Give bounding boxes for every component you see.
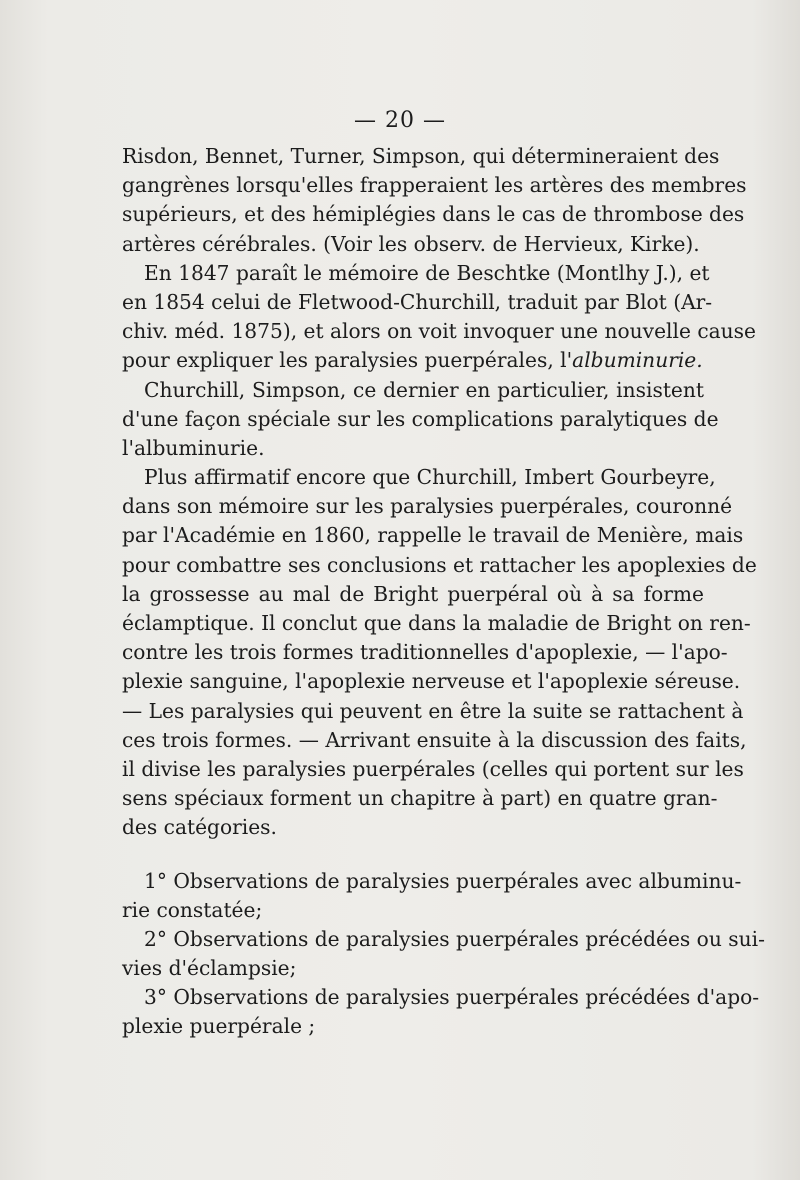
- text-line: gangrènes lorsqu'elles frapperaient les artères des membres: [122, 173, 747, 198]
- paragraph: [122, 259, 756, 376]
- text-line: Plus affirmatif encore que Churchill, Imbert Gourbeyre,: [144, 465, 716, 490]
- text-line: d'une façon spéciale sur les complications paralytiques de: [122, 406, 719, 431]
- text-line: il divise les paralysies puerpérales (celles qui portent sur les: [122, 756, 744, 781]
- paragraph: [122, 463, 757, 842]
- text-line: artères cérébrales. (Voir les observ. de Hervieux, Kirke).: [122, 231, 700, 256]
- text-line: — Les paralysies qui peuvent en être la suite se rattachent à: [122, 698, 744, 723]
- page-number: — 20 —: [354, 108, 446, 133]
- text-line: Churchill, Simpson, ce dernier en particulier, insistent: [144, 377, 704, 402]
- text-line: des catégories.: [122, 815, 277, 840]
- text-span: pour expliquer les paralysies puerpérales, l': [122, 348, 573, 373]
- text-line: rie constatée;: [122, 897, 263, 922]
- text-line: la grossesse au mal de Bright puerpéral où à sa forme: [122, 581, 704, 606]
- text-line: en 1854 celui de Fletwood-Churchill, traduit par Blot (Ar-: [122, 289, 713, 314]
- text-line: par l'Académie en 1860, rappelle le travail de Menière, mais: [122, 523, 744, 548]
- text-line: dans son mémoire sur les paralysies puerpérales, couronné: [122, 494, 733, 519]
- italic-term: albuminurie.: [572, 348, 703, 373]
- text-line: Risdon, Bennet, Turner, Simpson, qui détermineraient des: [122, 144, 720, 168]
- text-line: vies d'éclampsie;: [122, 956, 297, 981]
- text-line: chiv. méd. 1875), et alors on voit invoquer une nouvelle cause: [122, 319, 756, 344]
- text-line: éclamptique. Il conclut que dans la maladie de Bright on ren-: [122, 611, 751, 635]
- text-line: supérieurs, et des hémiplégies dans le cas de thrombose des: [122, 202, 745, 227]
- section-spacer: [122, 843, 704, 867]
- text-line: sens spéciaux forment un chapitre à part) en quatre gran-: [122, 786, 718, 811]
- text-line: ces trois formes. — Arrivant ensuite à la discussion des faits,: [122, 727, 747, 752]
- list-item: [122, 983, 760, 1041]
- text-line: 2° Observations de paralysies puerpérales précédées ou sui-: [144, 926, 765, 951]
- text-line: contre les trois formes traditionnelles d'apoplexie, — l'apo-: [122, 640, 728, 665]
- paragraph: [122, 376, 719, 464]
- text-line: En 1847 paraît le mémoire de Beschtke (Montlhy J.), et: [144, 260, 710, 285]
- text-line: 1° Observations de paralysies puerpérales avec albuminu-: [144, 868, 742, 893]
- text-line: plexie sanguine, l'apoplexie nerveuse et l'apoplexie séreuse.: [122, 669, 741, 694]
- list-item: [122, 925, 765, 983]
- text-line: plexie puerpérale ;: [122, 1014, 316, 1039]
- body-text: [122, 142, 765, 1042]
- text-line: l'albuminurie.: [122, 435, 265, 460]
- list-item: [122, 867, 742, 925]
- text-line: pour combattre ses conclusions et rattacher les apoplexies de: [122, 552, 757, 577]
- paragraph: [122, 142, 747, 259]
- text-line: [122, 346, 704, 375]
- text-line: 3° Observations de paralysies puerpérales précédées d'apo-: [144, 985, 760, 1010]
